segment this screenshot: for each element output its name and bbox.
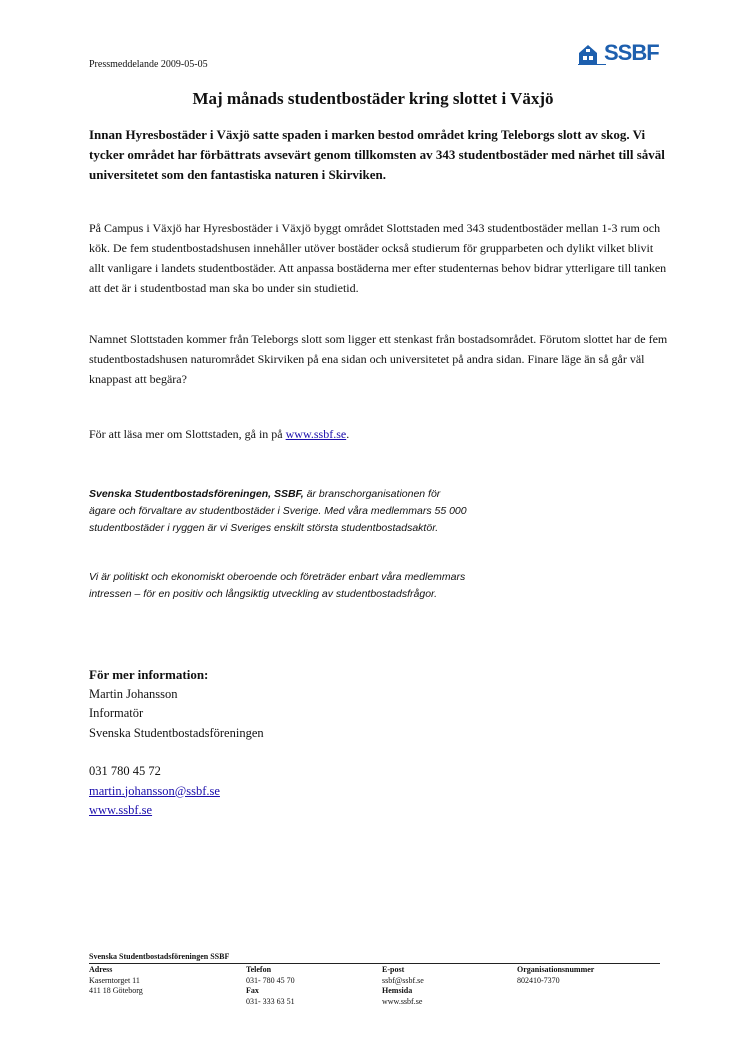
about-politics: Vi är politiskt och ekonomiskt oberoende och företräder enbart våra medlemmars intressen – för en positiv och långsiktig utveckling av studentbostadsfrågor. bbox=[89, 571, 466, 600]
footer-phone-value: 031- 780 45 70 bbox=[246, 975, 295, 985]
ssbf-logo bbox=[578, 42, 658, 68]
footer-fax-label: Fax bbox=[246, 986, 259, 995]
footer-web-value: www.ssbf.se bbox=[382, 996, 423, 1006]
page-title: Maj månads studentbostäder kring slottet i Växjö bbox=[192, 89, 554, 108]
footer-fax-value: 031- 333 63 51 bbox=[246, 996, 295, 1006]
house-icon bbox=[578, 43, 606, 65]
contact-heading: För mer information: bbox=[89, 667, 209, 682]
contact-organization: Svenska Studentbostadsföreningen bbox=[89, 725, 264, 740]
footer-phone-label: Telefon bbox=[246, 965, 272, 974]
footer-address-label: Adress bbox=[89, 965, 113, 974]
contact-block bbox=[89, 665, 489, 821]
about-organization bbox=[89, 486, 469, 537]
website-link[interactable]: www.ssbf.se bbox=[285, 427, 347, 441]
footer-email-label: E-post bbox=[382, 965, 405, 974]
contact-phone: 031 780 45 72 bbox=[89, 764, 161, 778]
read-more-text: För att läsa mer om Slottstaden, gå in på bbox=[89, 427, 286, 441]
footer-phone bbox=[246, 965, 295, 1007]
date-line: Pressmeddelande 2009-05-05 bbox=[89, 59, 208, 70]
footer-organization: Svenska Studentbostadsföreningen SSBF bbox=[89, 952, 230, 961]
footer-email-value: ssbf@ssbf.se bbox=[382, 975, 424, 985]
contact-website-link[interactable]: www.ssbf.se bbox=[89, 803, 153, 817]
footer-address-line2: 411 18 Göteborg bbox=[89, 986, 143, 995]
contact-role: Informatör bbox=[89, 706, 144, 720]
logo-text: SSBF bbox=[604, 40, 659, 65]
contact-email-link[interactable]: martin.johansson@ssbf.se bbox=[89, 783, 220, 798]
footer-orgnr-value: 802410-7370 bbox=[517, 975, 560, 985]
footer-address-line1: Kaserntorget 11 bbox=[89, 975, 140, 985]
footer-orgnr bbox=[517, 965, 594, 986]
body-paragraph-1: På Campus i Växjö har Hyresbostäder i Växjö byggt området Slottstaden med 343 studentbostäder mellan 1-3 rum och kök. De fem studentbostadshusen innehåller utöver bostäder också studierum för grupparbeten och dylikt vilket blivit allt vanligare i landets studentbostäder. Att anpassa bostäderna mer efter studenternas behov bidrar ytterligare till tanken att det är i studentbostad man ska bo under sin studietid. bbox=[89, 221, 667, 295]
body-paragraph-2: Namnet Slottstaden kommer från Teleborgs slott som ligger ett stenkast från bostadsområdet. Förutom slottet har de fem studentbostadshusen naturområdet Skirviken på ena sidan och universitetet på andra sidan. Finare läge än så går väl knappast att begära? bbox=[89, 332, 668, 386]
spacer bbox=[89, 743, 489, 762]
org-description: är branschorganisationen för ägare och förvaltare av studentbostäder i Sverige. Med våra medlemmars 55 000 studentbostäder i ryggen är vi Sveriges enskilt största studentbostadsaktör. bbox=[89, 488, 467, 534]
footer-divider bbox=[89, 963, 660, 964]
org-name: Svenska Studentbostadsföreningen, SSBF, bbox=[89, 488, 304, 500]
read-more-paragraph bbox=[89, 424, 669, 444]
footer-orgnr-label: Organisationsnummer bbox=[517, 965, 595, 974]
lead-paragraph: Innan Hyresbostäder i Växjö satte spaden i marken bestod området kring Teleborgs slott av skog. Vi tycker området har förbättrats avsevärt genom tillkomsten av 343 studentbostäder med närhet till såväl universitetet som den fantastiska naturen i Skirviken. bbox=[89, 127, 665, 182]
footer-address bbox=[89, 965, 143, 997]
footer-web-label: Hemsida bbox=[382, 986, 413, 995]
read-more-suffix: . bbox=[346, 427, 350, 441]
footer-email bbox=[382, 965, 424, 1007]
contact-name: Martin Johansson bbox=[89, 686, 178, 701]
